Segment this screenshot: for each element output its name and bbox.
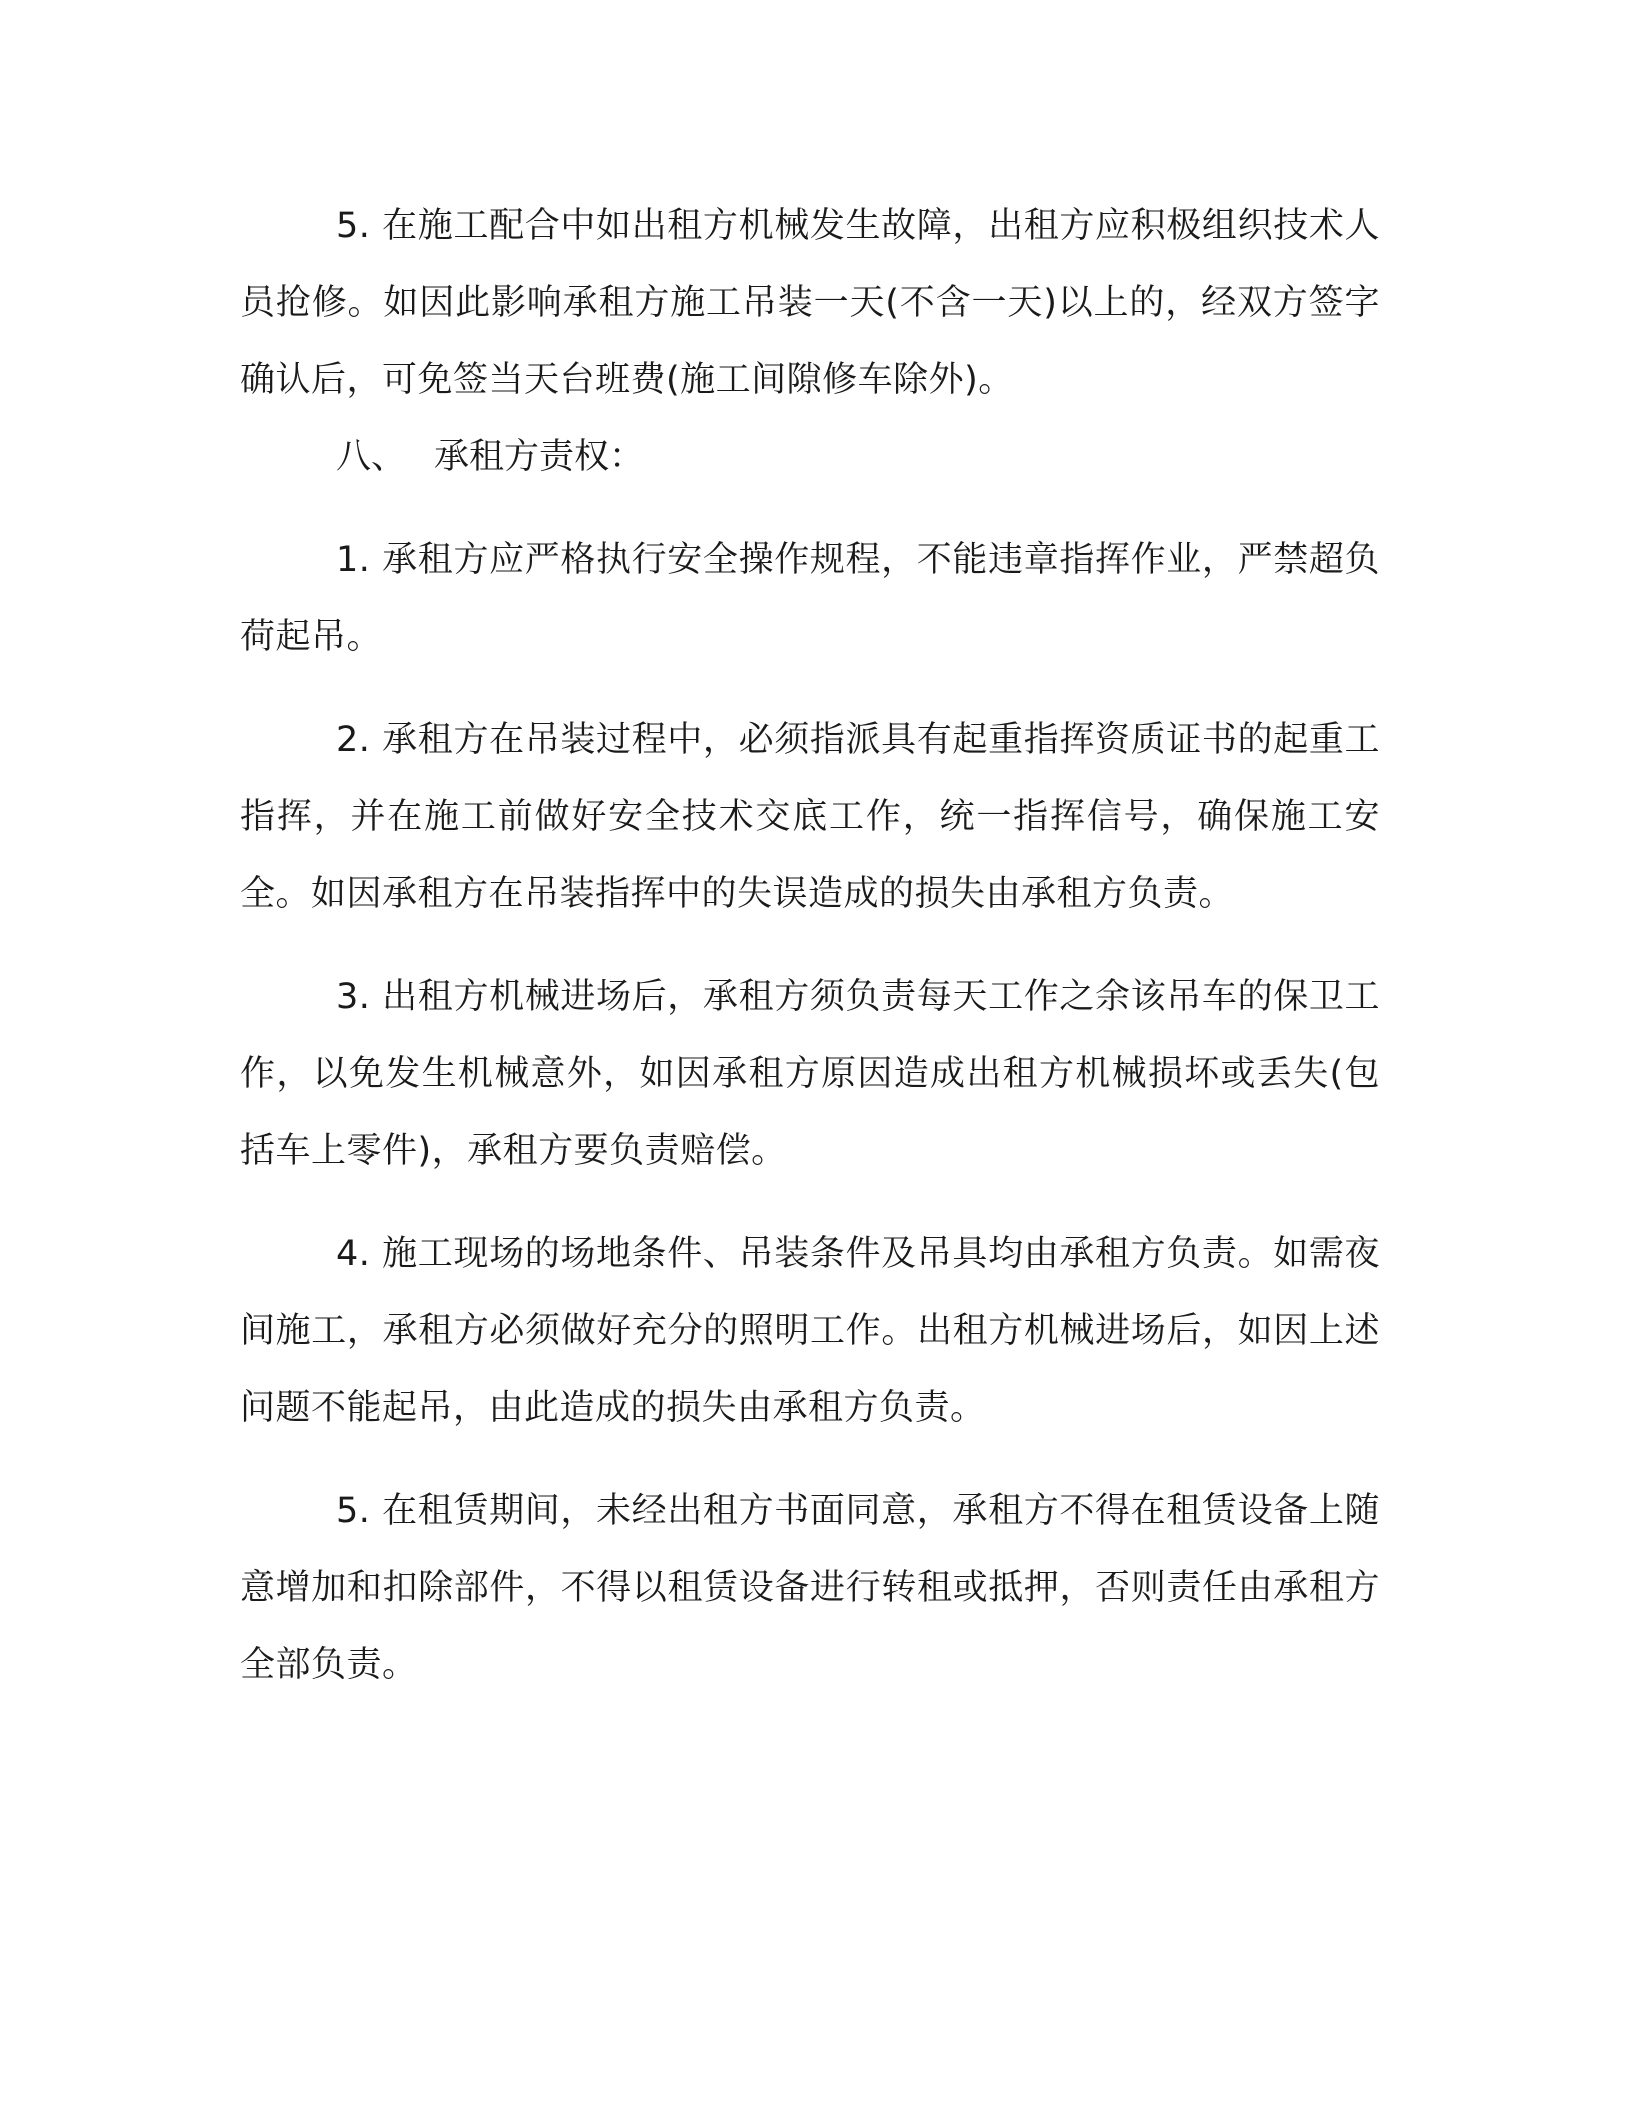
section-title: 承租方责权：	[434, 437, 645, 477]
section-number: 八、	[336, 437, 407, 477]
list-item-lifting-command: 2. 承租方在吊装过程中，必须指派具有起重指挥资质证书的起重工指挥，并在施工前做好安全技术交底工作，统一指挥信号，确保施工安全。如因承租方在吊装指挥中的失误造成的损失由承租方负责。	[240, 720, 1380, 914]
document-body	[240, 188, 1380, 1704]
list-item-equipment-modification: 5. 在租赁期间，未经出租方书面同意，承租方不得在租赁设备上随意增加和扣除部件，不得以租赁设备进行转租或抵押，否则责任由承租方全部负责。	[240, 1491, 1380, 1685]
list-item-safety-rules: 1. 承租方应严格执行安全操作规程，不能违章指挥作业，严禁超负荷起吊。	[240, 540, 1380, 657]
list-item-machine-guard: 3. 出租方机械进场后，承租方须负责每天工作之余该吊车的保卫工作，以免发生机械意外，如因承租方原因造成出租方机械损坏或丢失(包括车上零件)，承租方要负责赔偿。	[240, 977, 1380, 1171]
paragraph-fault-repair: 5. 在施工配合中如出租方机械发生故障，出租方应积极组织技术人员抢修。如因此影响承租方施工吊装一天(不含一天)以上的，经双方签字确认后，可免签当天台班费(施工间隙修车除外)。	[240, 206, 1380, 400]
list-item-site-conditions: 4. 施工现场的场地条件、吊装条件及吊具均由承租方负责。如需夜间施工，承租方必须做好充分的照明工作。出租方机械进场后，如因上述问题不能起吊，由此造成的损失由承租方负责。	[240, 1234, 1380, 1428]
section-heading-lessee-rights	[240, 419, 1380, 496]
